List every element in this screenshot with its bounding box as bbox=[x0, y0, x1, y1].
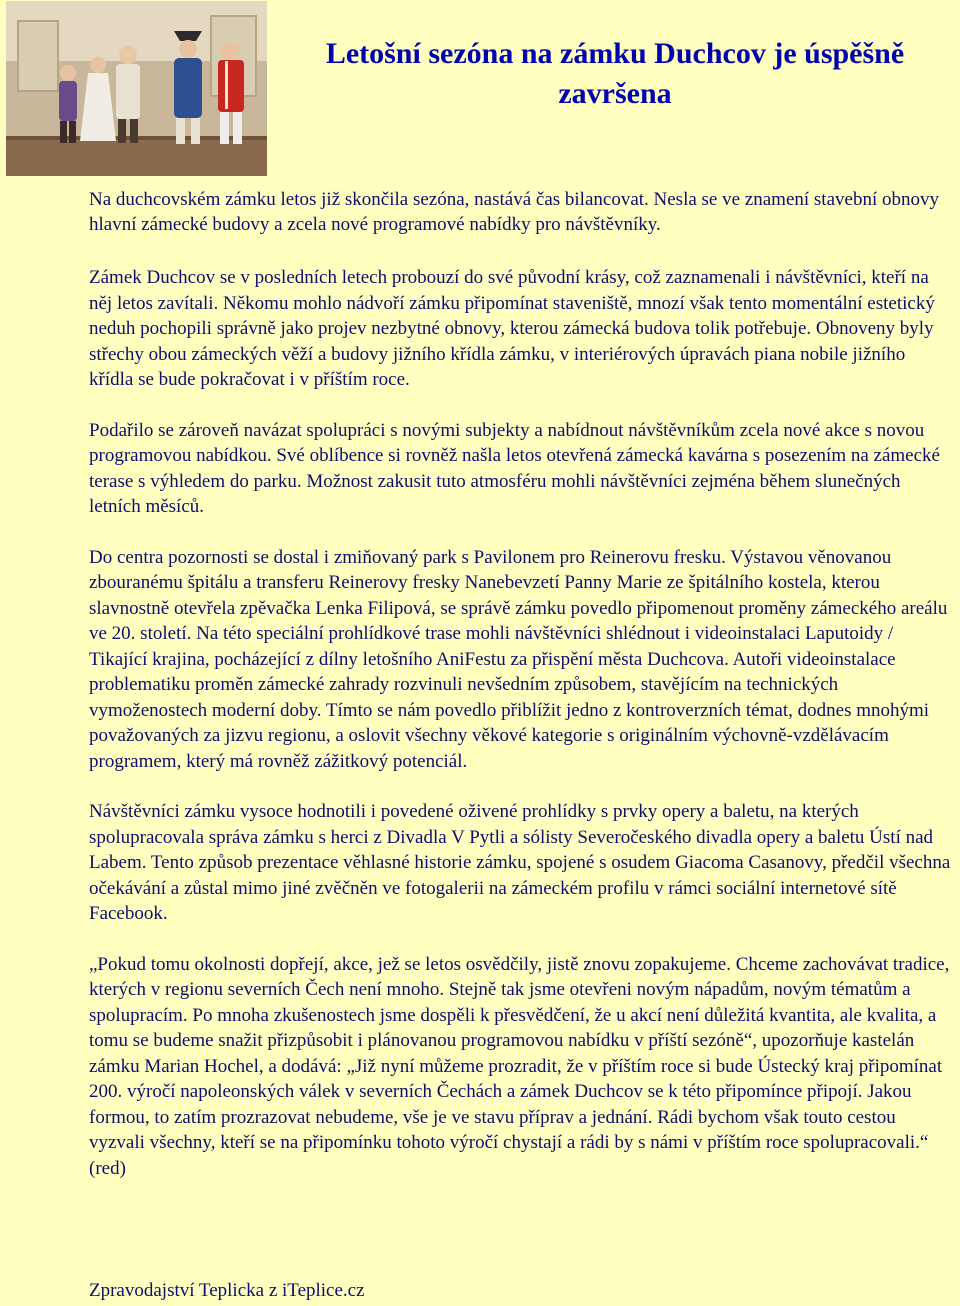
article-body bbox=[89, 265, 951, 1206]
page-title: Letošní sezóna na zámku Duchcov je úspěšně završena bbox=[325, 37, 905, 110]
article-paragraph: Zámek Duchcov se v posledních letech probouzí do své původní krásy, což zaznamenali i návštěvníci, kteří na něj letos zavítali. Někomu mohlo nádvoří zámku připomínat staveniště, mnozí však tento momentální estetický neduh pochopili správně jako projev nezbytné obnovy, kterou zámecká budova tolik potřebuje. Obnoveny byly střechy obou zámeckých věží a budovy jižního křídla zámku, v interiérových úpravách piana nobile jižního křídla se bude pokračovat i v příštím roce. bbox=[89, 267, 935, 390]
source-footer: Zpravodajství Teplicka z iTeplice.cz bbox=[89, 1280, 365, 1301]
article-paragraph: Do centra pozornosti se dostal i zmiňovaný park s Pavilonem pro Reinerovu fresku. Výstavou věnovanou zbouranému špitálu a transferu Reinerovy fresky Nanebevzetí Panny Marie ze špitálního kostela, kterou slavnostně otevřela zpěvačka Lenka Filipová, se správě zámku povedlo připomenout proměny zámeckého areálu ve 20. století. Na této speciální prohlídkové trase mohli návštěvníci shlédnout i videoinstalaci Laputoidy / Tikající krajina, pocházející z dílny letošního AniFestu za přispění města Duchcova. Autoři videoinstalace problematiku proměn zámecké zahrady rozvinuli nevšedním způsobem, stavějícím na technických vymoženostech moderní doby. Tímto se nám povedlo přiblížit jedno z kontroverzních témat, dodnes mnohými považovaných za jizvu regionu, a oslovit všechny věkové kategorie s originálním výchovně-vzdělávacím programem, který má rovněž zážitkový potenciál. bbox=[89, 546, 948, 772]
article-paragraph: „Pokud tomu okolnosti dopřejí, akce, jež se letos osvědčily, jistě znovu zopakujeme. Chceme zachovávat tradice, kterých v regionu severních Čech není mnoho. Stejně tak jsme otevřeni novým nápadům, novým tématům a spolupracím. Po mnoha zkušenostech jsme dospěli k přesvědčení, že u akcí není důležitá kvantita, ale kvalita, a tomu se budeme snažit přizpůsobit i plánovanou programovou nabídku v příští sezóně“, upozorňuje kastelán zámku Marian Hochel, a dodává: „Již nyní můžeme prozradit, že v příštím roce si bude Ústecký kraj připomínat 200. výročí napoleonských válek v severních Čechách a zámek Duchcov se k této připomínce připojí. Jakou formou, to zatím prozrazovat nebudeme, vše je ve stavu příprav a jednání. Rádi bychom však touto cestou vyzvali všechny, kteří se na připomínku tohoto výročí chystají a rádi by s námi v příštím roce spolupracovali.“ (red) bbox=[89, 953, 950, 1179]
article-lead: Na duchcovském zámku letos již skončila sezóna, nastává čas bilancovat. Nesla se ve znamení stavební obnovy hlavní zámecké budovy a zcela nové programové nabídky pro návštěvníky. bbox=[89, 189, 939, 235]
article-paragraph: Podařilo se zároveň navázat spolupráci s novými subjekty a nabídnout návštěvníkům zcela nové akce s novou programovou nabídkou. Své oblíbence si rovněž našla letos otevřená zámecká kavárna s posezením na zámecké terase s výhledem do parku. Možnost zakusit tuto atmosféru mohli návštěvníci zejména během slunečných letních měsíců. bbox=[89, 419, 940, 517]
article-paragraph: Návštěvníci zámku vysoce hodnotili i povedené oživené prohlídky s prvky opery a baletu, na kterých spolupracovala správa zámku s herci z Divadla V Pytli a sólisty Severočeského divadla opery a baletu Ústí nad Labem. Tento způsob prezentace věhlasné historie zámku, spojené s osudem Giacoma Casanovy, předčil všechna očekávání a zůstal mimo jiné zvěčněn ve fotogalerii na zámeckém profilu v rámci sociální internetové sítě Facebook. bbox=[89, 801, 951, 924]
costumed-actors-photo bbox=[6, 1, 267, 176]
